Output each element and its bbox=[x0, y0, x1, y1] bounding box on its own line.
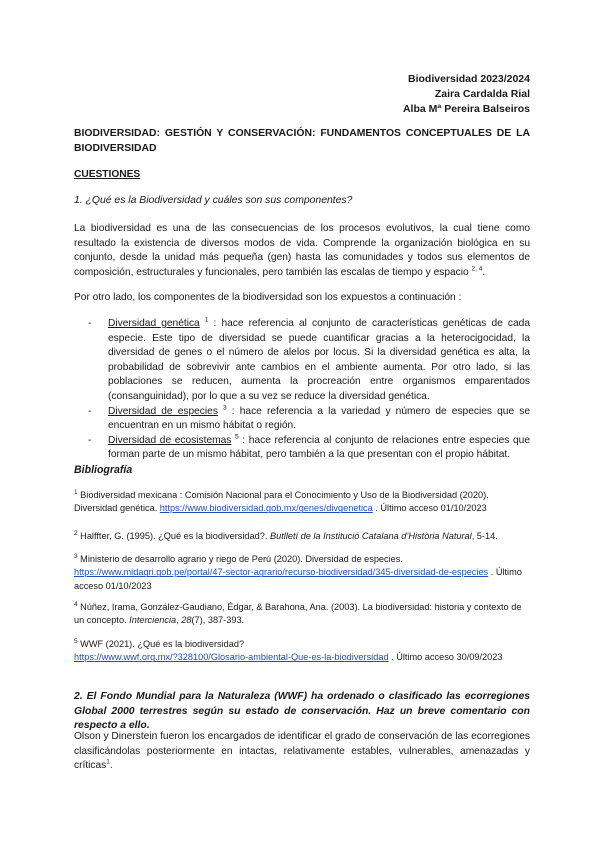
citation-sup: 3 bbox=[223, 404, 227, 412]
list-dash: - bbox=[88, 318, 92, 329]
reference-number: 1 bbox=[74, 488, 78, 496]
list-text: : hace referencia al conjunto de características genéticas de cada especie. Este tipo de diversidad se puede cuantificar gracias a la heterocigocidad, la diversidad de genes o el número de alelos por locus. Si la diversidad genética es alta, la probabilidad de sobrevivir ante cambios en el ambiente aumenta. Por otro lado, si las poblaciones se reducen, aumenta la procreación entre organismos emparentados (consanguinidad), por lo que a su vez se reduce la diversidad genética. bbox=[108, 318, 530, 402]
reference-text: (7), 387-393. bbox=[191, 615, 245, 626]
paragraph-text: La biodiversidad es una de las consecuencias de los procesos evolutivos, la cual tiene como resultado la existencia de diversos modos de vida. Comprende la organización biológica en su conjunto, desde la unidad más pequeña (gen) hasta las comunidades y todos sus elementos de composición, estructurales y funcionales, pero también las escalas de tiempo y espacio bbox=[74, 223, 530, 278]
reference-volume: 28 bbox=[181, 615, 192, 626]
reference-text: . Último acceso 30/09/2023 bbox=[388, 652, 503, 663]
paragraph-text: Olson y Dinerstein fueron los encargados de identificar el grado de conservación de las ecorregiones clasificándolas posteriormente en intactas, relativamente estables, vulnerables, amenazadas y críticas bbox=[74, 731, 530, 772]
components-list bbox=[88, 317, 530, 463]
list-text: : hace referencia al conjunto de relaciones entre especies que forman parte de un mismo hábitat, pero también a la que presentan con el propio hábitat. bbox=[108, 434, 530, 461]
question-1-heading: 1. ¿Qué es la Biodiversidad y cuáles son sus componentes? bbox=[74, 195, 353, 206]
question-1-paragraph bbox=[74, 222, 530, 280]
reference-item bbox=[74, 530, 530, 543]
question-2-paragraph bbox=[74, 730, 530, 774]
list-dash: - bbox=[88, 405, 92, 417]
paragraph-end: . bbox=[109, 760, 113, 772]
reference-number: 3 bbox=[74, 552, 78, 560]
reference-link[interactable]: https://www.wwf.org.mx/?328100/Glosario-ambiental-Que-es-la-biodiversidad bbox=[74, 652, 389, 663]
document-header bbox=[403, 72, 530, 117]
section-heading: CUESTIONES bbox=[74, 169, 141, 180]
reference-text: Biodiversidad mexicana : Comisión Nacional para el Conocimiento y Uso de la Biodiversidad (2020). Diversidad genética. bbox=[74, 490, 489, 514]
reference-link[interactable]: https://www.biodiversidad.gob.mx/genes/divgenetica bbox=[159, 503, 373, 514]
citation-sup: 2, 4 bbox=[471, 265, 483, 273]
reference-journal: Butlletí de la Institució Catalana d’Història Natural bbox=[269, 531, 472, 541]
reference-text: WWF (2021). ¿Qué es la biodiversidad? bbox=[77, 639, 245, 649]
reference-item bbox=[74, 489, 530, 516]
reference-number: 4 bbox=[74, 600, 78, 608]
reference-text: Núñez, Irama, González-Gaudiano, Édgar, & Barahona, Ana. (2003). La biodiversidad: historia y contexto de un concepto. bbox=[74, 602, 522, 626]
citation-sup: 1 bbox=[106, 758, 110, 766]
question-2-heading: 2. El Fondo Mundial para la Naturaleza (WWF) ha ordenado o clasificado las ecorregiones Global 2000 terrestres según su estado de conservación. Haz un breve comentario con respecto a ello. bbox=[74, 691, 530, 732]
list-term: Diversidad de especies bbox=[108, 405, 218, 417]
list-item bbox=[88, 405, 530, 434]
reference-item bbox=[74, 553, 530, 593]
document-title: BIODIVERSIDAD: GESTIÓN Y CONSERVACIÓN: FUNDAMENTOS CONCEPTUALES DE LA BIODIVERSIDAD bbox=[74, 128, 530, 154]
reference-text: Halffter, G. (1995). ¿Qué es la biodiversidad?. bbox=[77, 531, 270, 541]
reference-text: Ministerio de desarrollo agrario y riego de Perú (2020). Diversidad de especies. bbox=[77, 554, 403, 564]
list-item bbox=[88, 317, 530, 405]
bibliography-heading: Bibliografía bbox=[74, 464, 133, 476]
reference-number: 5 bbox=[74, 637, 78, 645]
list-term: Diversidad genética bbox=[108, 318, 200, 329]
reference-text: . Último acceso 01/10/2023 bbox=[372, 503, 487, 514]
list-text: : hace referencia a la variedad y número de especies que se encuentran en un mismo hábitat o región. bbox=[108, 405, 530, 432]
components-intro: Por otro lado, los componentes de la biodiversidad son los expuestos a continuación : bbox=[74, 292, 462, 303]
reference-number: 2 bbox=[74, 529, 78, 537]
list-item bbox=[88, 434, 530, 463]
reference-text: , bbox=[176, 615, 182, 626]
reference-journal: Interciencia bbox=[129, 615, 177, 626]
list-term: Diversidad de ecosistemas bbox=[108, 434, 232, 446]
citation-sup: 1 bbox=[204, 316, 209, 324]
paragraph-end: . bbox=[482, 266, 486, 278]
course-label: Biodiversidad 2023/2024 bbox=[408, 73, 530, 85]
reference-link[interactable]: https://www.midagri.gob.pe/portal/47-sector-agrario/recurso-biodiversidad/345-diversidad-de-especies bbox=[74, 567, 489, 578]
reference-item bbox=[74, 601, 530, 628]
author-name: Alba Mª Pereira Balseiros bbox=[402, 103, 530, 115]
author-name: Zaira Cardalda Rial bbox=[434, 88, 530, 100]
list-dash: - bbox=[88, 434, 92, 446]
reference-text: . Último acceso 01/10/2023 bbox=[74, 567, 522, 591]
citation-sup: 5 bbox=[235, 433, 239, 441]
reference-text: , 5-14. bbox=[471, 531, 498, 541]
reference-item bbox=[74, 638, 530, 665]
